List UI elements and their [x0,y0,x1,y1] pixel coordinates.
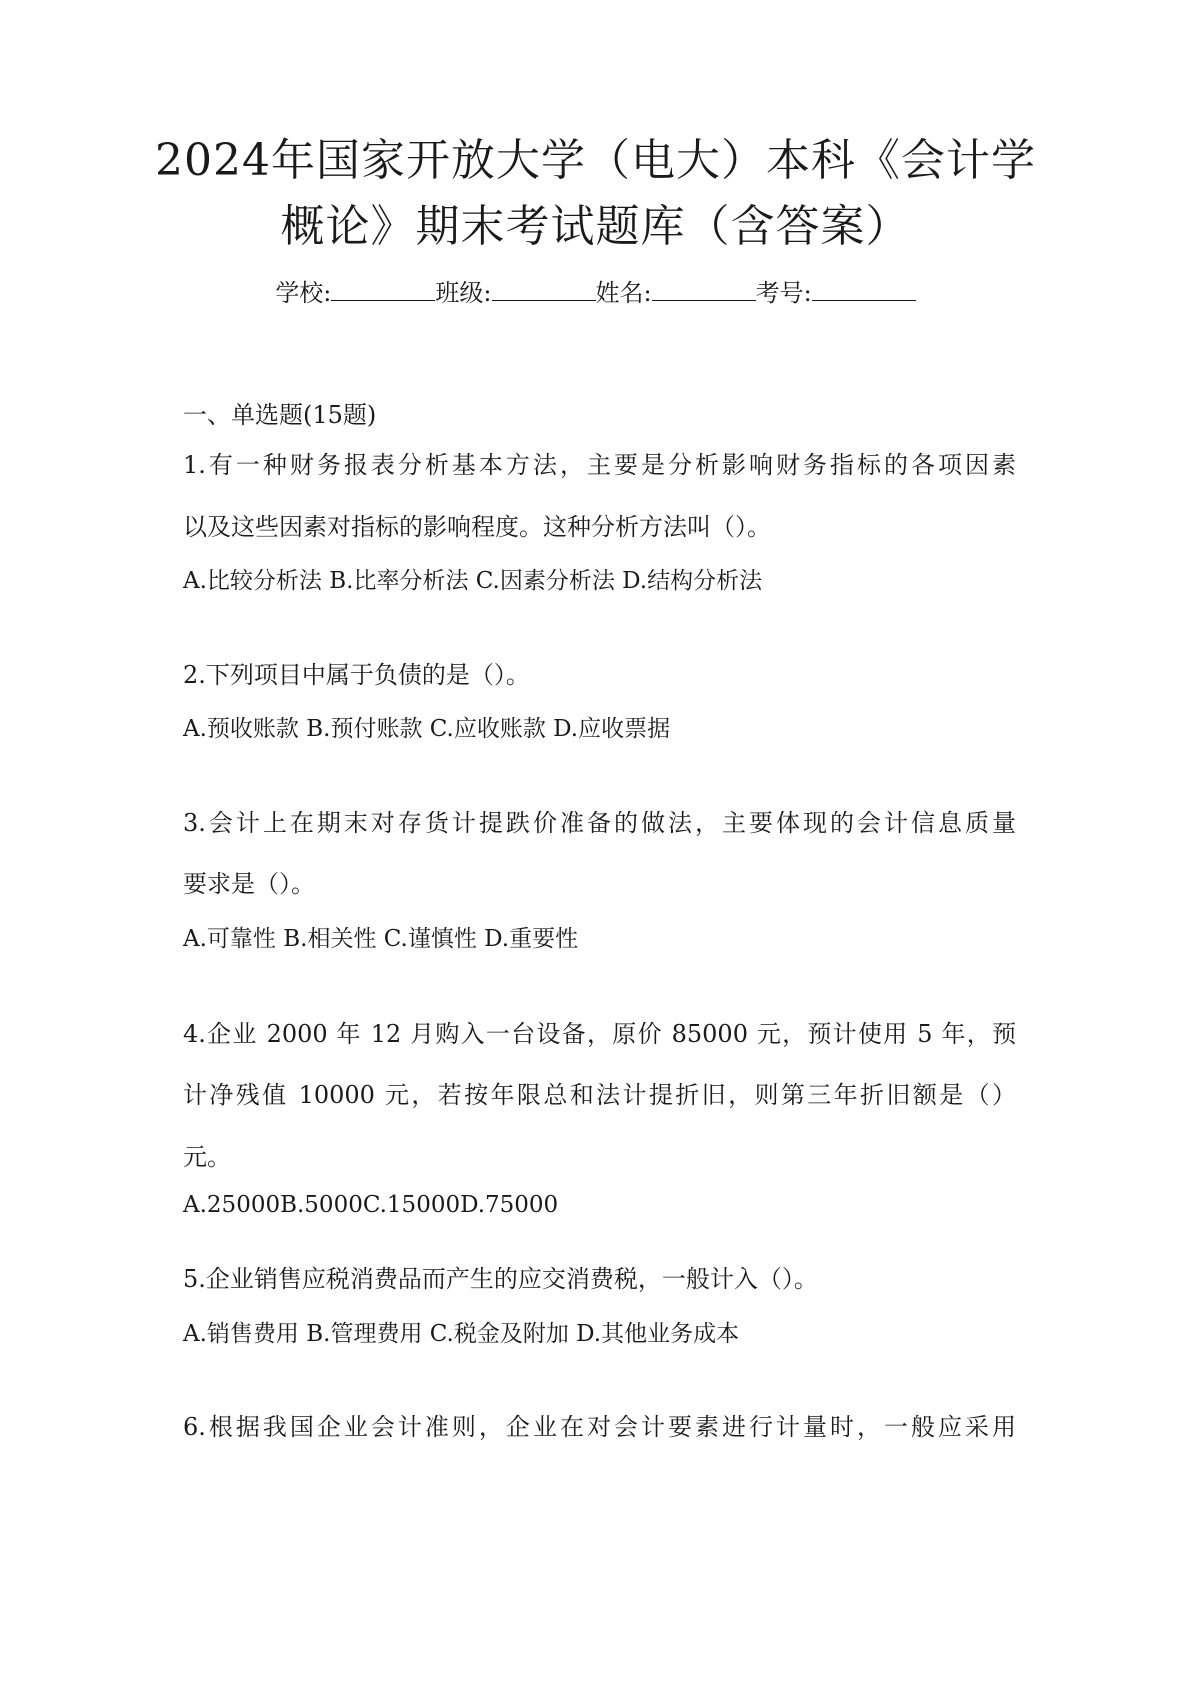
question-3-options: A.可靠性 B.相关性 C.谨慎性 D.重要性 [183,926,579,952]
document-title [120,128,1071,260]
question-6-line-1: 6.根据我国企业会计准则，企业在对会计要素进行计量时，一般应采用 [183,1413,1016,1441]
question-4-line-2: 计净残值 10000 元，若按年限总和法计提折旧，则第三年折旧额是（） [183,1081,1016,1109]
question-5-options: A.销售费用 B.管理费用 C.税金及附加 D.其他业务成本 [183,1321,740,1347]
question-3-line-2: 要求是（）。 [183,870,315,898]
school-label: 学校: [275,279,332,307]
name-blank [652,278,756,301]
class-blank [492,278,596,301]
school-blank [331,278,435,301]
question-3-line-1: 3.会计上在期末对存货计提跌价准备的做法，主要体现的会计信息质量 [183,809,1016,837]
class-label: 班级: [435,279,492,307]
question-5-line-1: 5.企业销售应税消费品而产生的应交消费税，一般计入（）。 [183,1265,818,1293]
student-info-row [0,276,1191,310]
name-label: 姓名: [595,279,652,307]
question-1-options: A.比较分析法 B.比率分析法 C.因素分析法 D.结构分析法 [183,568,763,594]
title-line-2: 概论》期末考试题库（含答案） [280,201,911,252]
question-2-options: A.预收账款 B.预付账款 C.应收账款 D.应收票据 [183,716,671,742]
section-heading: 一、单选题(15题) [183,401,377,429]
question-4-options: A.25000B.5000C.15000D.75000 [183,1192,559,1218]
title-line-1: 2024年国家开放大学（电大）本科《会计学 [155,135,1036,186]
question-4-line-3: 元。 [183,1143,231,1171]
exam-no-label: 考号: [755,279,812,307]
question-4-line-1: 4.企业 2000 年 12 月购入一台设备，原价 85000 元，预计使用 5 年，预 [183,1020,1016,1048]
question-1-line-2: 以及这些因素对指标的影响程度。这种分析方法叫（）。 [183,513,771,541]
exam-no-blank [812,278,916,301]
question-2-line-1: 2.下列项目中属于负债的是（）。 [183,661,530,689]
question-1-line-1: 1.有一种财务报表分析基本方法，主要是分析影响财务指标的各项因素 [183,451,1016,479]
